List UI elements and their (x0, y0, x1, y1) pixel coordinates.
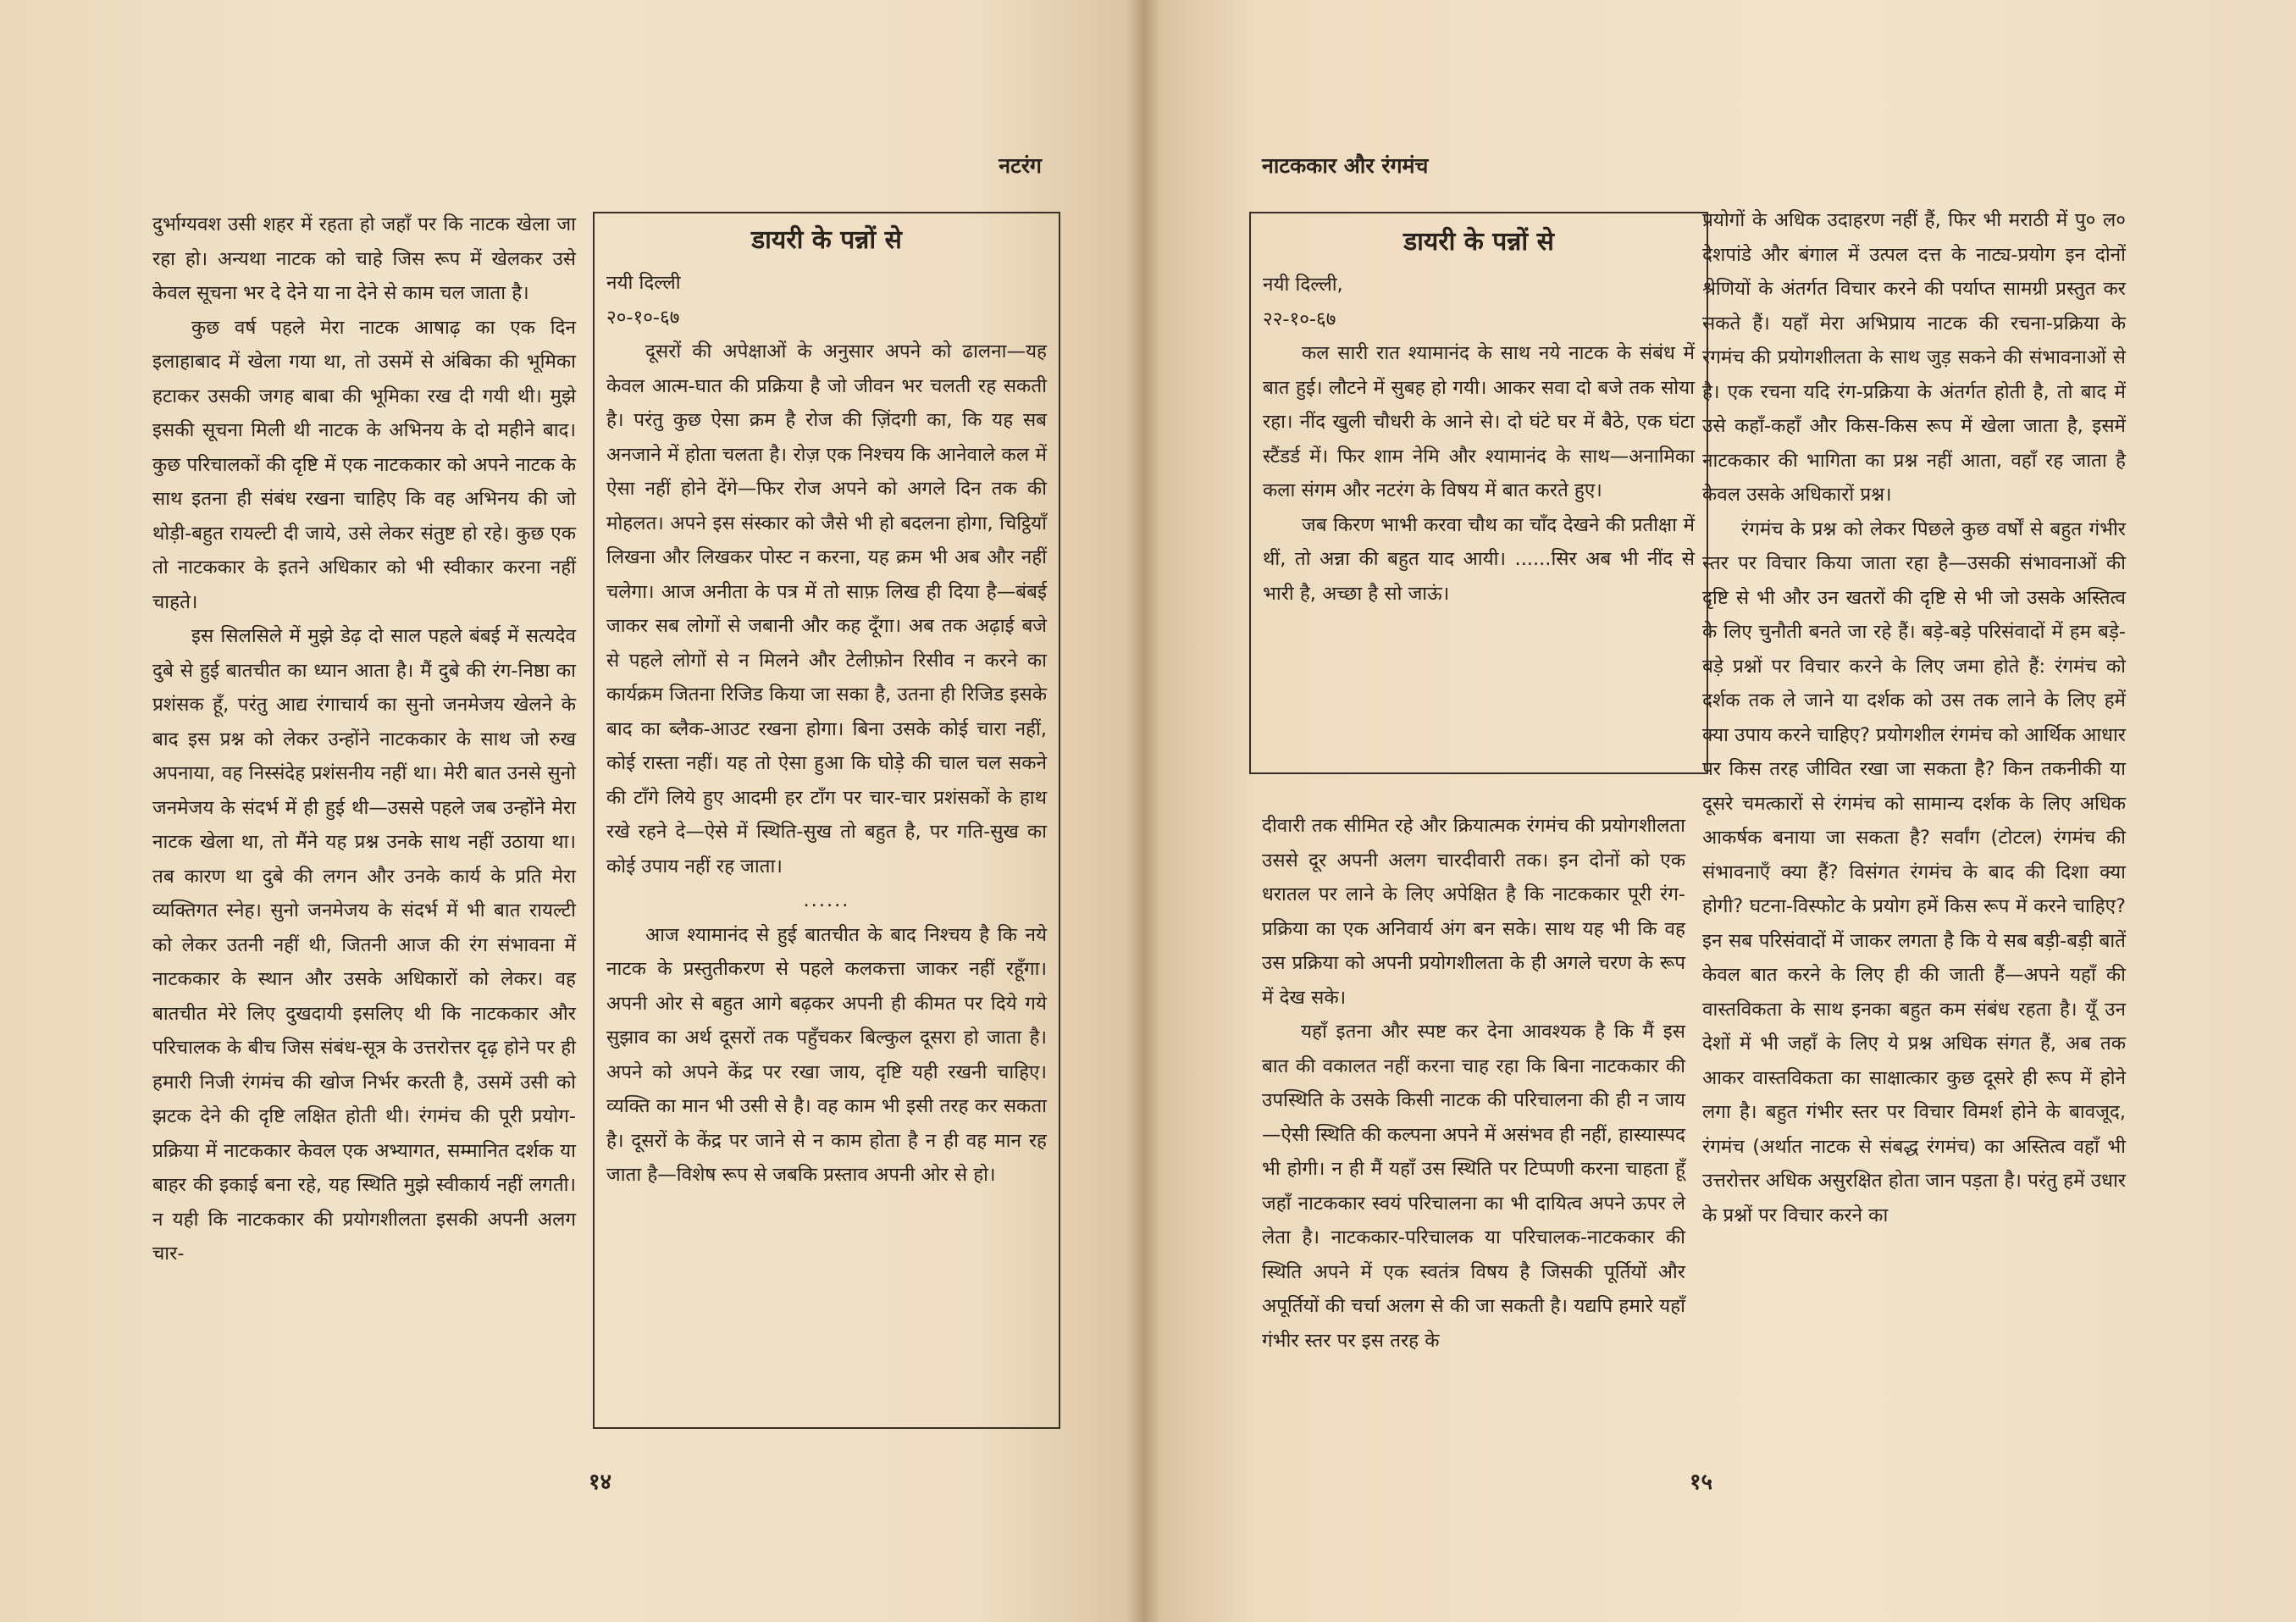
text-column (152, 208, 576, 1271)
paragraph: रंगमंच के प्रश्न को लेकर पिछले कुछ वर्षों से बहुत गंभीर स्तर पर विचार किया जाता रहा है—उसकी संभावनाओं की दृष्टि से भी और उन खतरों की दृष्टि से भी जो उसके अस्तित्व के लिए चुनौती बनते जा रहे हैं। बड़े-बड़े परिसंवादों में हम बड़े-बड़े प्रश्नों पर विचार करने के लिए जमा होते हैं: रंगमंच को दर्शक तक ले जाने या दर्शक को उस तक लाने के लिए हमें क्या उपाय करने चाहिए? प्रयोगशील रंगमंच को आर्थिक आधार पर किस तरह जीवित रखा जा सकता है? किन तकनीकी या दूसरे चमत्कारों से रंगमंच को सामान्य दर्शक के लिए अधिक आकर्षक बनाया जा सकता है? सर्वांग (टोटल) रंगमंच की संभावनाएँ क्या हैं? विसंगत रंगमंच के बाद की दिशा क्या होगी? घटना-विस्फोट के प्रयोग हमें किस रूप में करने चाहिए? इन सब परिसंवादों में जाकर लगता है कि ये सब बड़ी-बड़ी बातें केवल बात करने के लिए ही की जाती हैं—अपने यहाँ की वास्तविकता के साथ इनका बहुत कम संबंध रहता है। यूँ उन देशों में भी जहाँ के लिए ये प्रश्न अधिक संगत हैं, अब तक आकर वास्तविकता का साक्षात्कार कुछ दूसरे ही रूप में होने लगा है। बहुत गंभीर स्तर पर विचार विमर्श होने के बावजूद, रंगमंच (अर्थात नाटक से संबद्ध रंगमंच) का अस्तित्व वहाँ भी उत्तरोत्तर अधिक असुरक्षित होता जान पड़ता है। परंतु हमें उधार के प्रश्नों पर विचार करने का (1702, 518, 2126, 1226)
text-column (1262, 809, 1685, 1358)
diary-place: नयी दिल्ली (606, 272, 681, 294)
diary-paragraph: आज श्यामानंद से हुई बातचीत के बाद निश्चय है कि नये नाटक के प्रस्तुतीकरण से पहले कलकत्ता जाकर नहीं रहूँगा। अपनी ओर से बहुत आगे बढ़कर अपनी ही कीमत पर दिये गये सुझाव का अर्थ दूसरों तक पहुँचकर बिल्कुल दूसरा हो जाता है। अपने को अपने केंद्र पर रखा जाय, दृष्टि यही रखनी चाहिए। व्यक्ति का मान भी उसी से है। वह काम भी इसी तरह कर सकता है। दूसरों के केंद्र पर जाने से न काम होता है न ही वह मान रह जाता है—विशेष रूप से जबकि प्रस्ताव अपनी ओर से हो। (606, 923, 1047, 1186)
paragraph: यहाँ इतना और स्पष्ट कर देना आवश्यक है कि मैं इस बात की वकालत नहीं करना चाह रहा कि बिना नाटककार की उपस्थिति के उसके किसी नाटक की परिचालना की ही न जाय—ऐसी स्थिति की कल्पना अपने में असंभव ही नहीं, हास्यास्पद भी होगी। न ही मैं यहाँ उस स्थिति पर टिप्पणी करना चाहता हूँ जहाँ नाटककार स्वयं परिचालना का भी दायित्व अपने ऊपर ले लेता है। नाटककार-परिचालक या परिचालक-नाटककार की स्थिति अपने में एक स्वतंत्र विषय है जिसकी पूर्तियों और अपूर्तियों की चर्चा अलग से की जा सकती है। यद्यपि हमारे यहाँ गंभीर स्तर पर इस तरह के (1262, 1021, 1685, 1352)
diary-paragraph: कल सारी रात श्यामानंद के साथ नये नाटक के संबंध में बात हुई। लौटने में सुबह हो गयी। आकर सवा दो बजे तक सोया रहा। नींद खुली चौधरी के आने से। दो घंटे घर में बैठे, एक घंटा स्टैंडर्ड में। फिर शाम नेमि और श्यामानंद के साथ—अनामिका कला संगम और नटरंग के विषय में बात करते हुए। (1263, 342, 1695, 501)
diary-separator: ...... (803, 889, 850, 911)
running-head: नटरंग (999, 153, 1042, 178)
paragraph: दुर्भाग्यवश उसी शहर में रहता हो जहाँ पर कि नाटक खेला जा रहा हो। अन्यथा नाटक को चाहे जिस रूप में खेलकर उसे केवल सूचना भर दे देने या ना देने से काम चल जाता है। (152, 213, 576, 304)
diary-paragraph: जब किरण भाभी करवा चौथ का चाँद देखने की प्रतीक्षा में थीं, तो अन्ना की बहुत याद आयी। ......सिर अब भी नींद से भारी है, अच्छा है सो जाऊं। (1263, 513, 1695, 605)
paragraph: दीवारी तक सीमित रहे और क्रियात्मक रंगमंच की प्रयोगशीलता उससे दूर अपनी अलग चारदीवारी तक। इन दोनों को एक धरातल पर लाने के लिए अपेक्षित है कि नाटककार पूरी रंग-प्रक्रिया का एक अनिवार्य अंग बन सके। साथ यह भी कि वह उस प्रक्रिया को अपनी प्रयोगशीलता के ही अगले चरण के रूप में देख सके। (1262, 815, 1685, 1009)
diary-date: २२-१०-६७ (1263, 307, 1336, 330)
paragraph: इस सिलसिले में मुझे डेढ़ दो साल पहले बंबई में सत्यदेव दुबे से हुई बातचीत का ध्यान आता है। मैं दुबे की रंग-निष्ठा का प्रशंसक हूँ, परंतु आद्य रंगाचार्य का सुनो जनमेजय खेलने के बाद इस प्रश्न को लेकर उन्होंने नाटककार के साथ जो रुख अपनाया, वह निस्संदेह प्रशंसनीय नहीं था। मेरी बात उनसे सुनो जनमेजय के संदर्भ में ही हुई थी—उससे पहले जब उन्होंने मेरा नाटक खेला था, तो मैंने यह प्रश्न उनके साथ नहीं उठाया था। तब कारण था दुबे की लगन और उनके कार्य के प्रति मेरा व्यक्तिगत स्नेह। सुनो जनमेजय के संदर्भ में भी बात रायल्टी को लेकर उतनी नहीं थी, जितनी आज की रंग संभावना में नाटककार के स्थान और उसके अधिकारों को लेकर। वह बातचीत मेरे लिए दुखदायी इसलिए थी कि नाटककार और परिचालक के बीच जिस संबंध-सूत्र के उत्तरोत्तर दृढ़ होने पर ही हमारी निजी रंगमंच की खोज निर्भर करती है, उसमें उसी को झटक देने की दृष्टि लक्षित होती थी। रंगमंच की पूरी प्रयोग-प्रक्रिया में नाटककार केवल एक अभ्यागत, सम्मानित दर्शक या बाहर की इकाई बना रहे, यह स्थिति मुझे स्वीकार्य नहीं लगती। न यही कि नाटककार की प्रयोगशीलता इसकी अपनी अलग चार- (152, 625, 576, 1265)
paragraph: प्रयोगों के अधिक उदाहरण नहीं हैं, फिर भी मराठी में पु० ल० देशपांडे और बंगाल में उत्पल दत्त के नाट्य-प्रयोग इन दोनों श्रेणियों के अंतर्गत विचार करने की पर्याप्त सामग्री प्रस्तुत कर सकते हैं। यहाँ मेरा अभिप्राय नाटक की रचना-प्रक्रिया के रंगमंच की प्रयोगशीलता के साथ जुड़ सकने की संभावनाओं से है। एक रचना यदि रंग-प्रक्रिया के अंतर्गत होती है, तो बाद में उसे कहाँ-कहाँ और किस-किस रूप में खेला जाता है, इसमें नाटककार की भागिता का प्रश्न नहीं आता, वहाँ रह जाता है केवल उसके अधिकारों प्रश्न। (1702, 209, 2126, 506)
page-number: १५ (1690, 1470, 1713, 1495)
page-number: १४ (589, 1470, 612, 1495)
running-head: नाटककार और रंगमंच (1262, 153, 1429, 178)
diary-title: डायरी के पन्नों से (1403, 227, 1554, 257)
book-gutter (1126, 0, 1160, 1622)
diary-box (1249, 212, 1708, 774)
diary-title: डायरी के पन्नों से (751, 225, 902, 255)
paragraph: कुछ वर्ष पहले मेरा नाटक आषाढ़ का एक दिन इलाहाबाद में खेला गया था, तो उसमें से अंबिका की भूमिका हटाकर उसकी जगह बाबा की भूमिका रख दी गयी थी। मुझे इसकी सूचना मिली थी नाटक के अभिनय के दो महीने बाद। कुछ परिचालकों की दृष्टि में एक नाटककार को अपने नाटक के साथ इतना ही संबंध रखना चाहिए कि वह अभिनय की जो थोड़ी-बहुत रायल्टी दी जाये, उसे लेकर संतुष्ट हो रहे। कुछ एक तो नाटककार के इतने अधिकार को भी स्वीकार करना नहीं चाहते। (152, 316, 576, 613)
diary-box (593, 212, 1060, 1429)
diary-paragraph: दूसरों की अपेक्षाओं के अनुसार अपने को ढालना—यह केवल आत्म-घात की प्रक्रिया है जो जीवन भर चलती रह सकती है। परंतु कुछ ऐसा क्रम है रोज की ज़िंदगी का, कि यह सब अनजाने में होता चलता है। रोज़ एक निश्चय कि आनेवाले कल में ऐसा नहीं होने देंगे—फिर रोज अपने को अगले दिन तक की मोहलत। अपने इस संस्कार को जैसे भी हो बदलना होगा, चिट्ठियाँ लिखना और लिखकर पोस्ट न करना, यह क्रम भी अब और नहीं चलेगा। आज अनीता के पत्र में तो साफ़ लिख ही दिया है—बंबई जाकर सब लोगों से जबानी और कह दूँगा। अब तक अढ़ाई बजे से पहले लोगों से न मिलने और टेलीफ़ोन रिसीव न करने का कार्यक्रम जितना रिजिड किया जा सका है, उतना ही रिजिड इसके बाद का ब्लैक-आउट रखना होगा। बिना उसके कोई चारा नहीं, कोई रास्ता नहीं। यह तो ऐसा हुआ कि घोड़े की चाल चल सकने की टाँगे लिये हुए आदमी हर टाँग पर चार-चार प्रशंसकों के हाथ रखे रहने दे—ऐसे में स्थिति-सुख तो बहुत है, पर गति-सुख का कोई उपाय नहीं रह जाता। (606, 340, 1047, 877)
left-page (0, 0, 1143, 1622)
text-column (1702, 203, 2126, 1232)
right-page (1143, 0, 2296, 1622)
diary-place: नयी दिल्ली, (1263, 274, 1343, 296)
diary-date: २०-१०-६७ (606, 306, 680, 329)
